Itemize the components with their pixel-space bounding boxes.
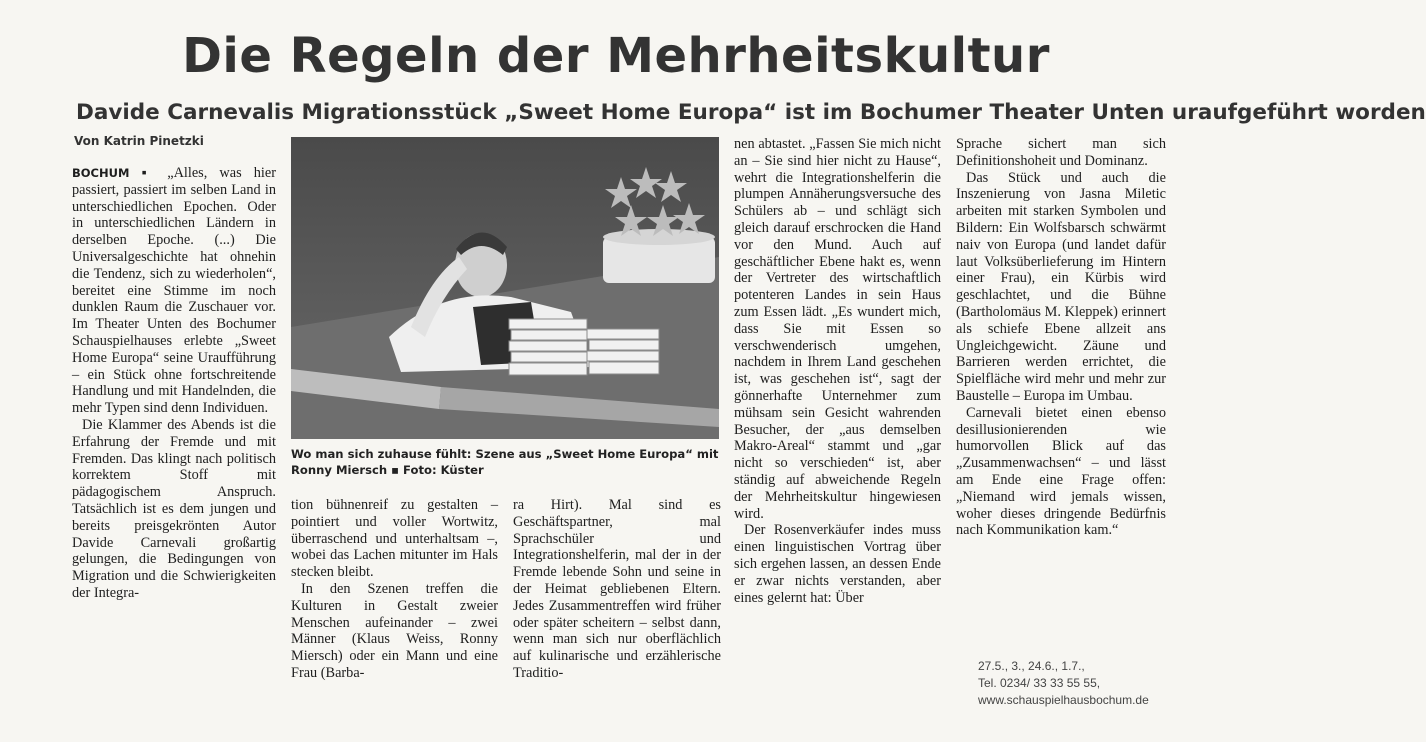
- paragraph: [72, 165, 276, 417]
- paragraph: nen abtastet. „Fassen Sie mich nicht an – Sie sind hier nicht zu Hause“, wehrt die Integrationshelferin die plumpen Annäherungsversuche des Schülers ab – und schlägt sich gleich darauf erschrocken die Hand vor den Mund. Auch auf geschäftlicher Ebene hakt es, wenn der Vertreter des wirtschaftlich potenteren Landes in sein Haus zum Essen lädt. „Es wundert mich, dass Sie mit Essen so verschwenderisch umgehen, nachdem in Ihrem Land geschehen ist, was geschehen ist“, sagt der gönnerhafte Unternehmer zum mühsam sein Gesicht wahrenden Besucher, der „aus demselben Makro-Areal“ stammt und „gar nicht so verschieden“ ist, aber ständig auf abweichende Regeln der Mehrheitskultur hingewiesen wird.: [734, 136, 941, 522]
- paragraph: Sprache sichert man sich Definitionshoheit und Dominanz.: [956, 136, 1166, 169]
- paragraph: Carnevali bietet einen ebenso desillusionierenden wie humorvollen Blick auf das „Zusammenwachsen“ – und lässt am Ende eine Frage offen: „Niemand wird jemals wissen, woher dieses dringende Bedürfnis nach Kommunikation kam.“: [956, 404, 1166, 539]
- paragraph-text: „Alles, was hier passiert, passiert im selben Land in unterschiedlichen Epochen. Oder in unterschiedlichen Ländern in derselben Epoche. (...) Die Universalgeschichte hat ohnehin die Tendenz, sich zu wiederholen“, bereitet eine Stimme im noch dunklen Raum die Zuschauer vor. Im Theater Unten des Bochumer Schauspielhauses erlebte „Sweet Home Europa“ seine Uraufführung – ein Stück ohne fortschreitende Handlung und mit Handelnden, die mehr Typen sind denn Individuen.: [72, 165, 276, 417]
- column-5: [956, 136, 1166, 539]
- dateline: BOCHUM: [72, 166, 130, 180]
- article-title: Die Regeln der Mehrheitskultur: [182, 28, 1050, 84]
- paragraph: Der Rosenverkäufer indes muss einen linguistischen Vortrag über sich ergehen lassen, an dessen Ende er zwar nichts verstanden, aber eines gelernt hat: Über: [734, 522, 941, 606]
- photo-caption: Wo man sich zuhause fühlt: Szene aus „Sweet Home Europa“ mit Ronny Miersch ▪ Foto: Küster: [291, 447, 719, 477]
- performance-info: [978, 658, 1178, 709]
- byline: Von Katrin Pinetzki: [74, 134, 204, 148]
- paragraph: tion bühnenreif zu gestalten – pointiert und voller Wortwitz, überraschend und unterhaltsam –, wobei das Lachen mitunter im Hals stecken bleibt.: [291, 497, 498, 581]
- scene-photo: [291, 137, 719, 439]
- paragraph: In den Szenen treffen die Kulturen in Gestalt zweier Menschen aufeinander – zwei Männer (Klaus Weiss, Ronny Miersch) oder ein Mann und eine Frau (Barba-: [291, 580, 498, 681]
- ticket-phone: Tel. 0234/ 33 33 55 55,: [978, 676, 1101, 690]
- paragraph: Das Stück und auch die Inszenierung von Jasna Miletic arbeiten mit starken Symbolen und Bildern: Ein Wolfsbarsch schwärmt naiv von Europa (und landet dafür laut Volksüberlieferung im Hintern einer Frau), ein Kürbis wird geschlachtet, und die Bühne (Bartholomäus M. Kleppek) erinnert als schiefe Ebene allzeit ans Ungleichgewicht. Zäune und Barrieren werden errichtet, die Spielfläche wird mehr und mehr zur Baustelle – Europa im Umbau.: [956, 169, 1166, 404]
- performance-dates: 27.5., 3., 24.6., 1.7.,: [978, 659, 1085, 673]
- column-3: [513, 497, 721, 682]
- paragraph: Die Klammer des Abends ist die Erfahrung der Fremde und mit Fremden. Das klingt nach politisch korrektem Stoff mit pädagogischem Anspruch. Tatsächlich ist es dem jungen und bereits preisgekrönten Autor Davide Carnevali großartig gelungen, die Bedingungen von Migration und die Schwierigkeiten der Integra-: [72, 416, 276, 601]
- article-subtitle: Davide Carnevalis Migrationsstück „Sweet Home Europa“ ist im Bochumer Theater Unten uraufgeführt worden: [76, 100, 1426, 125]
- paragraph: ra Hirt). Mal sind es Geschäftspartner, mal Sprachschüler und Integrationshelferin, mal der in der Fremde lebende Sohn und seine in der Heimat gebliebenen Eltern. Jedes Zusammentreffen wird früher oder später scheitern – selbst dann, wenn man sich nur oberflächlich auf kulinarische und erzählerische Traditio-: [513, 497, 721, 681]
- column-2: [291, 497, 498, 682]
- dateline-separator: ▪: [141, 165, 156, 181]
- column-4: [734, 136, 941, 606]
- theater-website: www.schauspielhausbochum.de: [978, 693, 1149, 707]
- column-1: [72, 165, 276, 602]
